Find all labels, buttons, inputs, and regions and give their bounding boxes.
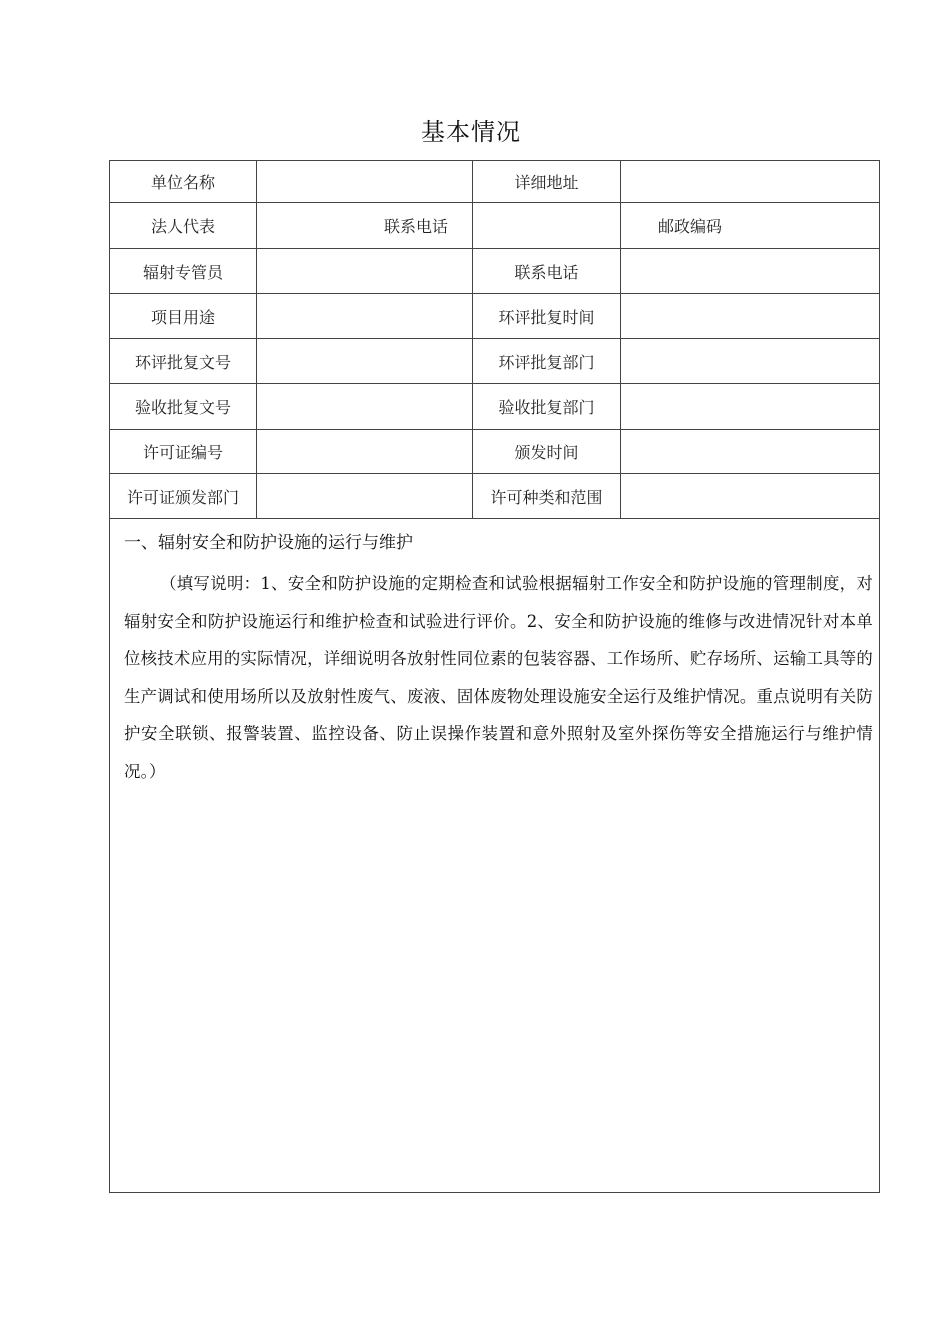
form-row-license-no: [110, 430, 879, 474]
field-license-issuer[interactable]: [256, 474, 472, 518]
label-contact-phone-inline: 联系电话: [256, 203, 472, 248]
field-unit-name[interactable]: [256, 161, 472, 202]
field-license-scope[interactable]: [620, 474, 879, 518]
field-eia-approval-time[interactable]: [620, 294, 879, 338]
section-instructions: （填写说明：1、安全和防护设施的定期检查和试验根据辐射工作安全和防护设施的管理制度，对辐射安全和防护设施运行和维护检查和试验进行评价。2、安全和防护设施的维修与改进情况针对本单位核技术应用的实际情况，详细说明各放射性同位素的包装容器、工作场所、贮存场所、运输工具等的生产调试和使用场所以及放射性废气、废液、固体废物处理设施安全运行及维护情况。重点说明有关防护安全联锁、报警装置、监控设备、防止误操作装置和意外照射及室外探伤等安全措施运行与维护情况。）: [124, 574, 873, 781]
label-acceptance-no: 验收批复文号: [134, 398, 231, 417]
label-unit-name: 单位名称: [150, 173, 215, 192]
form-row-acceptance-no: [110, 384, 879, 430]
label-postal-code: 邮政编码: [620, 203, 879, 248]
field-acceptance-no[interactable]: [256, 384, 472, 429]
form-row-unit-name: [110, 161, 879, 203]
label-issue-time: 颁发时间: [472, 430, 620, 473]
field-legal-rep-phone[interactable]: [472, 203, 620, 248]
label-acceptance-dept: 验收批复部门: [472, 384, 620, 429]
form-row-legal-rep: [110, 203, 879, 249]
field-project-use[interactable]: [256, 294, 472, 338]
label-license-scope: 许可种类和范围: [472, 474, 620, 518]
safety-facilities-section[interactable]: [110, 519, 879, 791]
label-project-use: 项目用途: [150, 307, 215, 327]
label-detailed-address: 详细地址: [472, 161, 620, 202]
field-acceptance-dept[interactable]: [620, 384, 879, 429]
form-row-project-use: [110, 294, 879, 339]
field-detailed-address[interactable]: [620, 161, 879, 202]
field-eia-approval-dept[interactable]: [620, 339, 879, 383]
label-license-issuer: 许可证颁发部门: [126, 487, 239, 507]
field-contact-phone[interactable]: [620, 249, 879, 293]
field-radiation-manager[interactable]: [256, 249, 472, 293]
basic-info-form: [109, 160, 880, 1193]
label-contact-phone: 联系电话: [472, 249, 620, 293]
label-eia-approval-no: 环评批复文号: [134, 352, 231, 372]
label-eia-approval-dept: 环评批复部门: [472, 339, 620, 383]
label-eia-approval-time: 环评批复时间: [472, 294, 620, 338]
label-legal-rep: 法人代表: [150, 217, 215, 236]
field-license-no[interactable]: [256, 430, 472, 473]
label-license-no: 许可证编号: [142, 443, 223, 462]
field-eia-approval-no[interactable]: [256, 339, 472, 383]
field-issue-time[interactable]: [620, 430, 879, 473]
form-row-radiation-manager: [110, 249, 879, 294]
label-radiation-manager: 辐射专管员: [142, 262, 223, 282]
section-heading: 一、辐射安全和防护设施的运行与维护: [124, 533, 413, 553]
form-row-eia-approval-no: [110, 339, 879, 384]
form-row-license-issuer: [110, 474, 879, 519]
page-title: 基本情况: [421, 118, 521, 146]
